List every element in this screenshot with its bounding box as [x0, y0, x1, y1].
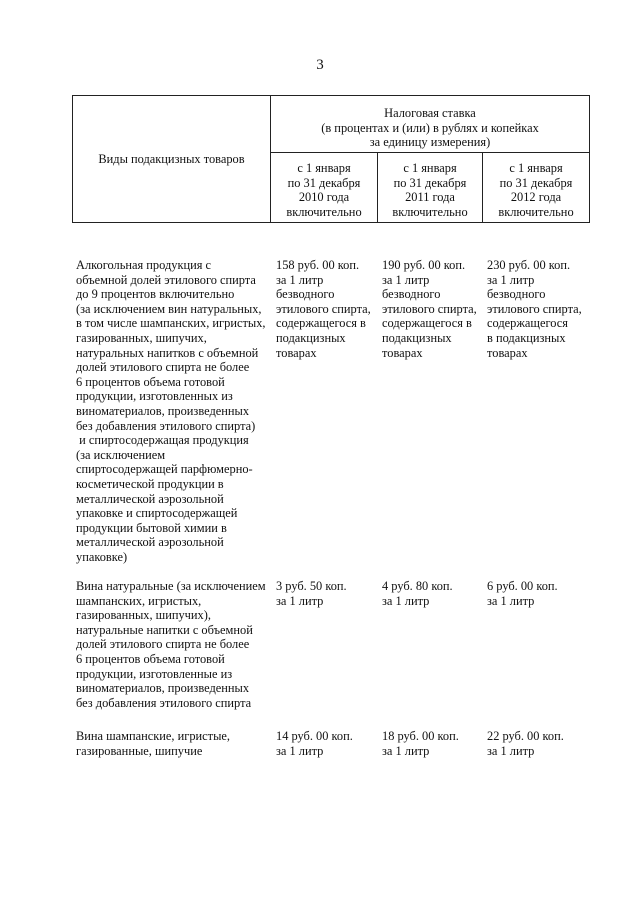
- header-kinds-label: Виды подакцизных товаров: [98, 151, 245, 166]
- product-name: Вина шампанские, игристые, газированные, шипучие: [76, 729, 230, 758]
- tax-table-header: [72, 95, 590, 223]
- header-rate-title: Налоговая ставка (в процентах и (или) в рублях и копейках за единицу измерения): [271, 96, 589, 153]
- rate-2011: 190 руб. 00 коп. за 1 литр безводного этилового спирта, содержащегося в подакцизных товарах: [382, 258, 477, 360]
- rate-2010: 3 руб. 50 коп. за 1 литр: [276, 579, 347, 608]
- rate-2011: 4 руб. 80 коп. за 1 литр: [382, 579, 453, 608]
- header-period-2011: с 1 января по 31 декабря 2011 года включительно: [378, 153, 483, 222]
- header-kinds-cell: [73, 96, 271, 222]
- rate-2011: 18 руб. 00 коп. за 1 литр: [382, 729, 459, 758]
- product-name: Вина натуральные (за исключением шампанских, игристых, газированных, шипучих), натуральные напитки с объемной долей этилового спирта не более 6 процентов объема готовой продукции, изготовленные из виноматериалов, произведенных без добавления этилового спирта: [76, 579, 266, 710]
- header-period-2012: с 1 января по 31 декабря 2012 года включительно: [498, 161, 574, 219]
- rate-2012: 230 руб. 00 коп. за 1 литр безводного этилового спирта, содержащегося в подакцизных товарах: [487, 258, 582, 360]
- header-period-2010: с 1 января по 31 декабря 2010 года включительно: [271, 153, 378, 222]
- rate-2010: 14 руб. 00 коп. за 1 литр: [276, 729, 353, 758]
- rate-2012: 22 руб. 00 коп. за 1 литр: [487, 729, 564, 758]
- rate-2010: 158 руб. 00 коп. за 1 литр безводного этилового спирта, содержащегося в подакцизных товарах: [276, 258, 371, 360]
- rate-2012: 6 руб. 00 коп. за 1 литр: [487, 579, 558, 608]
- page-number: 3: [316, 57, 324, 73]
- product-name: Алкогольная продукция с объемной долей этилового спирта до 9 процентов включительно (за исключением вин натуральных, в том числе шампанских, игристых, газированных, шипучих, натуральных напитков с объемной долей этилового спирта не более 6 процентов объема готовой продукции, изготовленных из виноматериалов, произведенных без добавления этилового спирта) и спиртосодержащая продукция (за исключением спиртосодержащей парфюмерно- косметической продукции в металлической аэрозольной упаковке и спиртосодержащей продукции бытовой химии в металлической аэрозольной упаковке): [76, 258, 266, 564]
